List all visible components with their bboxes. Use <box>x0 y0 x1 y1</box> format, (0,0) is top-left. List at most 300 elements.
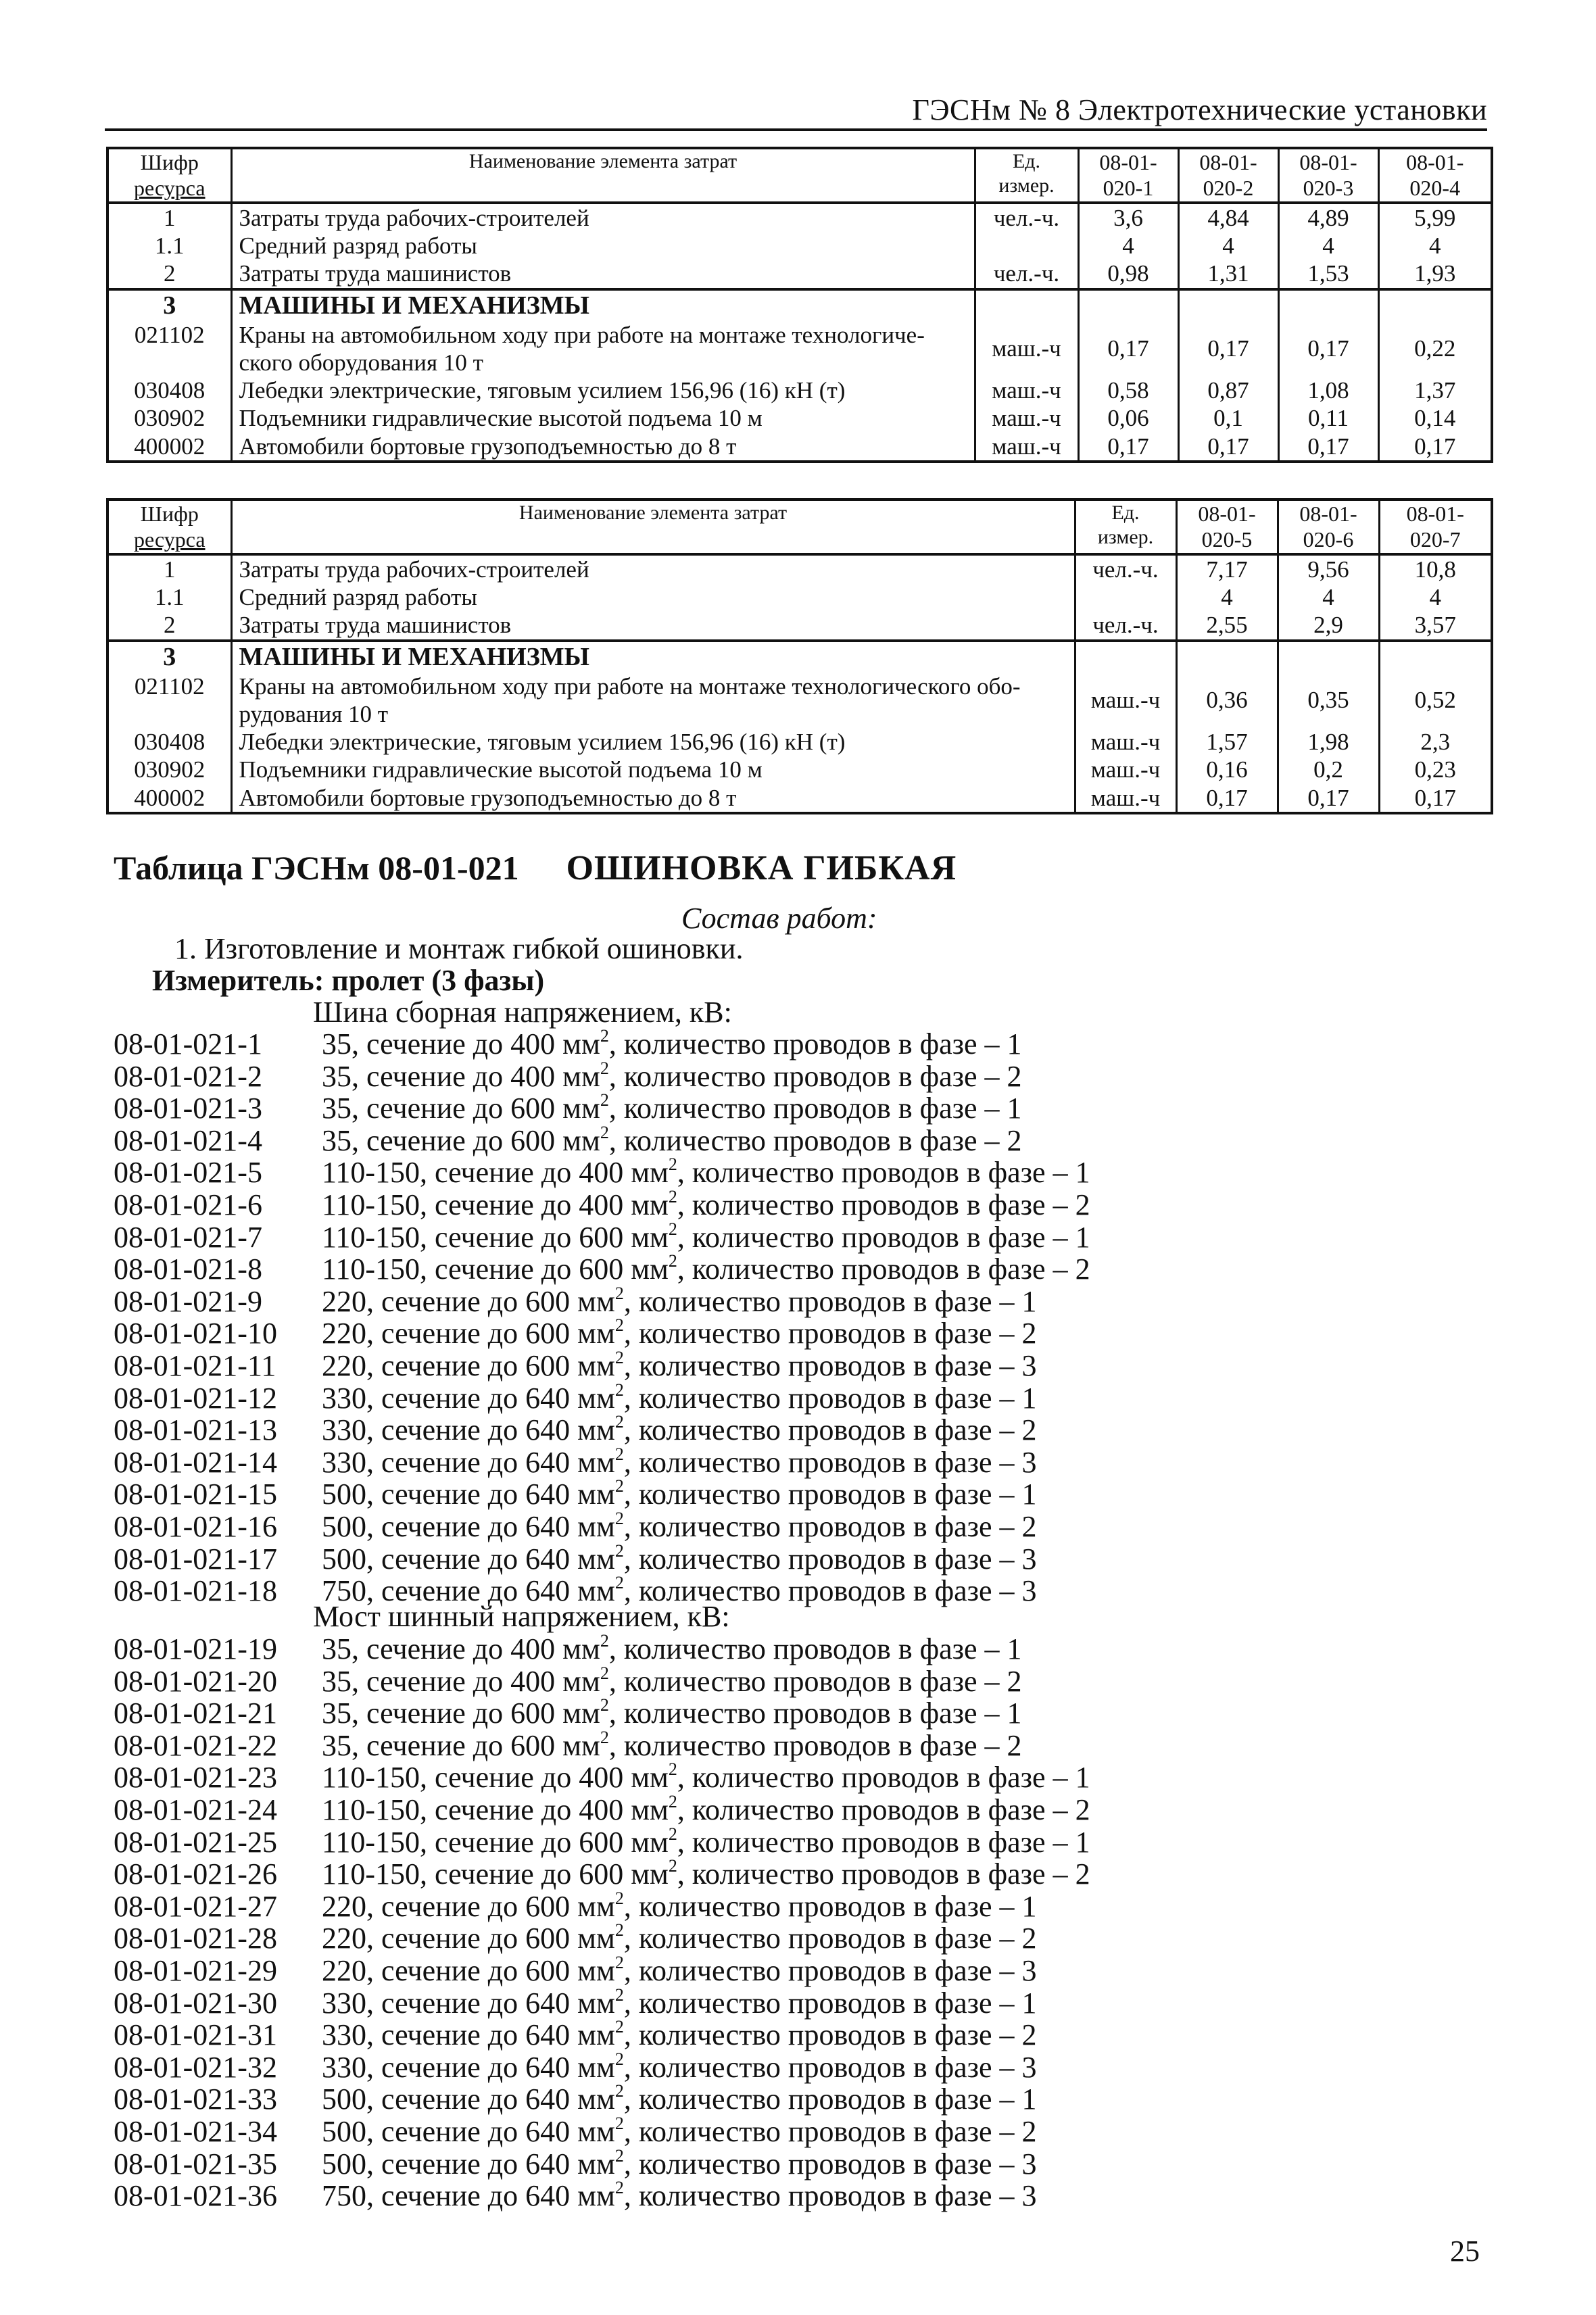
entry-desc-post: , количество проводов в фазе – 1 <box>608 1632 1022 1665</box>
entry-unit-sup: 2 <box>614 1476 624 1496</box>
resource-code-cell: 030408 <box>107 728 231 756</box>
entry-description <box>322 1953 1037 1988</box>
entry-unit: мм <box>577 1954 615 1987</box>
entry-code: 08-01-021-15 <box>114 1478 277 1511</box>
work-item: 1. Изготовление и монтаж гибкой ошиновки. <box>174 932 744 965</box>
entry-unit: мм <box>631 1826 669 1859</box>
entry-unit-sup: 2 <box>614 1509 624 1528</box>
measure-unit: Измеритель: пролет (3 фазы) <box>152 964 545 997</box>
entry-desc-pre: 35, сечение до 400 <box>322 1665 563 1698</box>
entry-unit: мм <box>577 1382 615 1415</box>
resource-name-line: Лебедки электрические, тяговым усилием 156,96 (16) кН (т) <box>239 377 846 404</box>
entry-unit-sup: 2 <box>614 2049 624 2069</box>
rate-value-cell: 0,2 <box>1278 756 1379 783</box>
rate-value-cell: 0,17 <box>1278 321 1378 377</box>
unit-cell: чел.-ч. <box>975 260 1078 289</box>
table-row <box>107 641 1492 673</box>
table-row <box>107 554 1492 583</box>
resource-name-line: Затраты труда рабочих-строителей <box>239 204 589 231</box>
entry-unit-sup: 2 <box>614 1380 624 1400</box>
entry-desc-post: , количество проводов в фазе – 2 <box>623 2115 1037 2148</box>
entry-unit: мм <box>577 1317 615 1350</box>
rate-value-cell: 0,17 <box>1278 784 1379 813</box>
entry-unit-sup: 2 <box>614 1315 624 1335</box>
entry-desc-pre: 500, сечение до 640 <box>322 1510 578 1543</box>
table-header-row <box>107 499 1492 554</box>
entry-desc-post: , количество проводов в фазе – 3 <box>623 1574 1037 1607</box>
unit-cell: чел.-ч. <box>1075 554 1176 583</box>
section-title-name: ОШИНОВКА ГИБКАЯ <box>566 849 957 887</box>
entry-code: 08-01-021-32 <box>114 2051 277 2084</box>
rate-value-cell: 0,17 <box>1378 433 1492 462</box>
entry-desc-post: , количество проводов в фазе – 1 <box>677 1826 1090 1859</box>
entry-desc-pre: 35, сечение до 600 <box>322 1124 563 1157</box>
resource-code-cell: 1.1 <box>107 583 231 611</box>
rate-value-cell: 0,22 <box>1378 321 1492 377</box>
entry-unit-sup: 2 <box>614 1888 624 1908</box>
entry-unit-sup: 2 <box>614 2178 624 2197</box>
entry-code: 08-01-021-13 <box>114 1413 277 1446</box>
entry-desc-post: , количество проводов в фазе – 3 <box>623 1446 1037 1479</box>
header-rate-line-1: 08-01- <box>1199 150 1257 174</box>
rate-value-cell: 10,8 <box>1379 554 1492 583</box>
entry-unit-sup: 2 <box>614 2081 624 2101</box>
resource-name-line: Средний разряд работы <box>239 233 477 260</box>
entry-code: 08-01-021-3 <box>114 1092 262 1125</box>
entry-unit: мм <box>631 1156 669 1189</box>
entry-desc-pre: 110-150, сечение до 600 <box>322 1221 631 1254</box>
entry-description <box>322 1284 1037 1319</box>
entry-code: 08-01-021-22 <box>114 1729 277 1762</box>
header-rate-line-2: 020-7 <box>1409 527 1461 552</box>
entry-description <box>322 1857 1090 1891</box>
entry-description <box>322 1921 1037 1955</box>
rate-value-cell: 0,14 <box>1378 404 1492 432</box>
entry-unit-sup: 2 <box>600 1090 609 1110</box>
header-rate-line-2: 020-5 <box>1201 527 1253 552</box>
header-rate-cell <box>1178 148 1278 203</box>
entry-unit-sup: 2 <box>614 1573 624 1592</box>
entry-description <box>322 1986 1037 2020</box>
entry-description <box>322 1252 1090 1286</box>
header-code-line-1: Шифр <box>140 150 199 174</box>
rate-value-cell <box>1178 289 1278 321</box>
rate-value-cell <box>1078 289 1178 321</box>
table-row <box>107 203 1492 232</box>
entry-unit-sup: 2 <box>600 1728 609 1747</box>
entry-unit: мм <box>577 1446 615 1479</box>
resource-code-cell: 030408 <box>107 376 231 404</box>
table-row <box>107 321 1492 377</box>
header-rate-line-2: 020-2 <box>1203 176 1254 201</box>
entry-unit: мм <box>577 2147 615 2180</box>
entry-desc-pre: 330, сечение до 640 <box>322 2051 578 2084</box>
entry-desc-post: , количество проводов в фазе – 1 <box>623 1285 1037 1318</box>
resource-code-cell: 2 <box>107 260 231 289</box>
unit-cell: чел.-ч. <box>975 203 1078 232</box>
resource-code-cell: 030902 <box>107 404 231 432</box>
resource-name-line: МАШИНЫ И МЕХАНИЗМЫ <box>239 291 589 320</box>
resource-name-line: МАШИНЫ И МЕХАНИЗМЫ <box>239 642 589 671</box>
entry-unit: мм <box>577 2018 615 2051</box>
rate-value-cell: 4 <box>1176 583 1278 611</box>
rate-value-cell: 1,93 <box>1378 260 1492 289</box>
rate-value-cell: 0,98 <box>1078 260 1178 289</box>
header-rate-cell <box>1278 148 1378 203</box>
entry-code: 08-01-021-9 <box>114 1285 262 1318</box>
entry-desc-pre: 35, сечение до 600 <box>322 1697 563 1730</box>
rate-value-cell: 1,57 <box>1176 728 1278 756</box>
unit-cell: маш.-ч <box>1075 784 1176 813</box>
entry-unit-sup: 2 <box>600 1631 609 1651</box>
unit-cell: маш.-ч <box>975 376 1078 404</box>
entry-desc-post: , количество проводов в фазе – 3 <box>623 1349 1037 1382</box>
entry-description <box>322 2147 1037 2181</box>
entry-unit: мм <box>577 2179 615 2212</box>
entry-code: 08-01-021-30 <box>114 1987 277 2020</box>
table-row <box>107 583 1492 611</box>
entry-desc-post: , количество проводов в фазе – 1 <box>623 2082 1037 2116</box>
header-code-line-1: Шифр <box>140 502 199 526</box>
rate-value-cell: 3,6 <box>1078 203 1178 232</box>
table-row <box>107 404 1492 432</box>
entry-desc-post: , количество проводов в фазе – 1 <box>677 1221 1090 1254</box>
entry-description <box>322 1220 1090 1254</box>
entry-description <box>322 1316 1037 1350</box>
rate-value-cell: 4 <box>1078 232 1178 260</box>
rate-value-cell: 0,17 <box>1178 321 1278 377</box>
entry-desc-pre: 35, сечение до 600 <box>322 1092 563 1125</box>
entry-description <box>322 1760 1090 1795</box>
entry-unit-sup: 2 <box>614 1412 624 1432</box>
section-title <box>114 848 957 888</box>
entry-unit-sup: 2 <box>600 1058 609 1078</box>
entry-desc-pre: 500, сечение до 640 <box>322 1478 578 1511</box>
entry-desc-pre: 220, сечение до 600 <box>322 1922 578 1955</box>
unit-cell: маш.-ч <box>975 433 1078 462</box>
header-name-cell: Наименование элемента затрат <box>231 148 975 203</box>
rate-value-cell: 4 <box>1278 583 1379 611</box>
entry-unit-sup: 2 <box>668 1856 677 1876</box>
header-rate-line-1: 08-01- <box>1299 502 1357 526</box>
entry-description <box>322 1445 1037 1480</box>
entry-unit-sup: 2 <box>614 1953 624 1972</box>
entry-desc-pre: 35, сечение до 600 <box>322 1729 563 1762</box>
rate-value-cell: 1,31 <box>1178 260 1278 289</box>
entry-code: 08-01-021-12 <box>114 1382 277 1415</box>
resource-name-line: Автомобили бортовые грузоподъемностью до 8 т <box>239 784 737 811</box>
unit-cell: маш.-ч <box>1075 756 1176 783</box>
entry-code: 08-01-021-21 <box>114 1697 277 1730</box>
resource-name-line: рудования 10 т <box>239 700 389 727</box>
rate-value-cell: 4 <box>1178 232 1278 260</box>
resource-code-cell: 400002 <box>107 784 231 813</box>
entry-desc-pre: 750, сечение до 640 <box>322 2179 578 2212</box>
entry-code: 08-01-021-11 <box>114 1349 276 1382</box>
entry-desc-pre: 330, сечение до 640 <box>322 1987 578 2020</box>
entry-code: 08-01-021-27 <box>114 1890 277 1923</box>
entry-unit-sup: 2 <box>614 1348 624 1367</box>
entry-code: 08-01-021-36 <box>114 2179 277 2212</box>
entry-code: 08-01-021-20 <box>114 1665 277 1698</box>
entry-code: 08-01-021-14 <box>114 1446 277 1479</box>
entry-unit: мм <box>577 2051 615 2084</box>
resource-code-cell: 1 <box>107 203 231 232</box>
entry-desc-post: , количество проводов в фазе – 2 <box>677 1793 1090 1826</box>
entry-code: 08-01-021-28 <box>114 1922 277 1955</box>
entry-code: 08-01-021-6 <box>114 1188 262 1221</box>
resource-code-cell: 1.1 <box>107 232 231 260</box>
rate-value-cell <box>1379 641 1492 673</box>
unit-cell <box>1075 641 1176 673</box>
rate-value-cell: 4,89 <box>1278 203 1378 232</box>
resource-name-cell <box>231 203 975 232</box>
resource-code-cell: 2 <box>107 611 231 640</box>
entry-unit-sup: 2 <box>600 1123 609 1142</box>
rate-value-cell <box>1176 641 1278 673</box>
entry-description <box>322 1793 1090 1827</box>
resource-name-line: Затраты труда рабочих-строителей <box>239 556 589 583</box>
section-title-prefix: Таблица ГЭСНм 08-01-021 <box>114 849 519 887</box>
unit-cell: чел.-ч. <box>1075 611 1176 640</box>
resource-name-line: Лебедки электрические, тяговым усилием 156,96 (16) кН (т) <box>239 729 846 756</box>
entry-description <box>322 1509 1037 1544</box>
resource-name-cell <box>231 376 975 404</box>
resource-name-line: Краны на автомобильном ходу при работе на монтаже технологического обо- <box>239 673 1021 700</box>
entry-desc-post: , количество проводов в фазе – 1 <box>677 1761 1090 1794</box>
entry-description <box>322 1889 1037 1924</box>
entry-unit: мм <box>562 1632 600 1665</box>
resource-name-line: Затраты труда машинистов <box>239 612 512 639</box>
resource-code-cell: 021102 <box>107 673 231 729</box>
entry-code: 08-01-021-34 <box>114 2115 277 2148</box>
rate-value-cell: 4 <box>1379 583 1492 611</box>
work-composition-label: Состав работ: <box>681 902 877 935</box>
header-unit-cell: Ед. измер. <box>975 148 1078 203</box>
entry-description <box>322 2018 1037 2052</box>
entry-code: 08-01-021-33 <box>114 2082 277 2116</box>
entry-desc-pre: 500, сечение до 640 <box>322 1542 578 1576</box>
entry-description <box>322 1825 1090 1859</box>
entry-code: 08-01-021-7 <box>114 1221 262 1254</box>
entry-desc-pre: 220, сечение до 600 <box>322 1954 578 1987</box>
header-code-cell <box>107 499 231 554</box>
rate-value-cell: 0,23 <box>1379 756 1492 783</box>
header-code-cell <box>107 148 231 203</box>
entry-unit: мм <box>631 1252 669 1286</box>
resource-name-cell <box>231 554 1075 583</box>
entry-unit: мм <box>577 1510 615 1543</box>
resource-name-cell <box>231 232 975 260</box>
entry-code: 08-01-021-26 <box>114 1857 277 1891</box>
header-rate-cell <box>1379 499 1492 554</box>
entry-description <box>322 1542 1037 1576</box>
entry-desc-pre: 500, сечение до 640 <box>322 2147 578 2180</box>
resource-name-line: ского оборудования 10 т <box>239 349 483 376</box>
rate-value-cell <box>1278 289 1378 321</box>
entry-description <box>322 1091 1022 1125</box>
entry-unit: мм <box>562 1124 600 1157</box>
entry-unit: мм <box>562 1060 600 1093</box>
entry-desc-post: , количество проводов в фазе – 3 <box>623 1954 1037 1987</box>
table-row <box>107 232 1492 260</box>
entry-unit: мм <box>577 1922 615 1955</box>
header-code-line-2: ресурса <box>133 527 205 552</box>
entry-unit: мм <box>631 1761 669 1794</box>
entry-desc-post: , количество проводов в фазе – 3 <box>623 2179 1037 2212</box>
rate-value-cell: 9,56 <box>1278 554 1379 583</box>
rate-value-cell: 2,9 <box>1278 611 1379 640</box>
header-rate-line-1: 08-01- <box>1406 150 1464 174</box>
entry-desc-post: , количество проводов в фазе – 2 <box>608 1060 1022 1093</box>
table-2-body <box>107 499 1492 813</box>
entry-unit-sup: 2 <box>614 1284 624 1303</box>
entry-unit-sup: 2 <box>668 1824 677 1844</box>
entry-desc-pre: 35, сечение до 400 <box>322 1632 563 1665</box>
resource-table-1 <box>106 147 1493 463</box>
header-code-line-2: ресурса <box>133 176 205 201</box>
rate-value-cell: 0,17 <box>1176 784 1278 813</box>
rate-value-cell: 0,52 <box>1379 673 1492 729</box>
header-rate-line-2: 020-1 <box>1103 176 1154 201</box>
entry-desc-post: , количество проводов в фазе – 1 <box>623 1478 1037 1511</box>
entry-unit-sup: 2 <box>600 1695 609 1715</box>
resource-name-cell <box>231 433 975 462</box>
entry-desc-pre: 330, сечение до 640 <box>322 1382 578 1415</box>
resource-table-2 <box>106 498 1493 814</box>
header-rate-line-1: 08-01- <box>1099 150 1157 174</box>
header-rate-cell <box>1176 499 1278 554</box>
resource-name-cell <box>231 583 1075 611</box>
entry-desc-post: , количество проводов в фазе – 2 <box>623 1413 1037 1446</box>
entry-desc-pre: 330, сечение до 640 <box>322 1446 578 1479</box>
entry-desc-pre: 110-150, сечение до 600 <box>322 1252 631 1286</box>
entry-unit: мм <box>577 1285 615 1318</box>
resource-code-cell: 400002 <box>107 433 231 462</box>
entry-unit-sup: 2 <box>668 1219 677 1239</box>
table-row <box>107 756 1492 783</box>
entry-desc-pre: 330, сечение до 640 <box>322 1413 578 1446</box>
entry-unit: мм <box>577 2115 615 2148</box>
resource-name-line: Краны на автомобильном ходу при работе на монтаже технологиче- <box>239 321 925 348</box>
entry-description <box>322 1381 1037 1415</box>
rate-value-cell: 4,84 <box>1178 203 1278 232</box>
entry-code: 08-01-021-4 <box>114 1124 262 1157</box>
running-header-text: ГЭСНм № 8 Электротехнические установки <box>912 93 1487 126</box>
entry-unit: мм <box>577 1349 615 1382</box>
rate-value-cell: 0,36 <box>1176 673 1278 729</box>
entry-unit-sup: 2 <box>614 1985 624 2005</box>
resource-name-line: Затраты труда машинистов <box>239 260 512 287</box>
entry-unit: мм <box>562 1729 600 1762</box>
entry-unit: мм <box>577 1987 615 2020</box>
unit-cell: маш.-ч <box>975 404 1078 432</box>
resource-name-cell <box>231 260 975 289</box>
resource-name-cell <box>231 756 1075 783</box>
entry-desc-pre: 220, сечение до 600 <box>322 1317 578 1350</box>
entry-code: 08-01-021-10 <box>114 1317 277 1350</box>
table-row <box>107 433 1492 462</box>
rate-value-cell: 0,06 <box>1078 404 1178 432</box>
table-1-body <box>107 148 1492 462</box>
entry-description <box>322 1477 1037 1511</box>
entry-description <box>322 1696 1022 1730</box>
entry-unit: мм <box>562 1092 600 1125</box>
resource-code-cell: 021102 <box>107 321 231 377</box>
entry-description <box>322 1155 1090 1190</box>
entry-unit: мм <box>577 2082 615 2116</box>
entry-desc-pre: 330, сечение до 640 <box>322 2018 578 2051</box>
resource-name-line: Средний разряд работы <box>239 584 477 611</box>
entry-unit: мм <box>631 1857 669 1891</box>
entry-unit: мм <box>577 1413 615 1446</box>
entry-unit: мм <box>631 1221 669 1254</box>
header-rate-line-2: 020-4 <box>1409 176 1461 201</box>
entry-unit: мм <box>562 1027 600 1061</box>
group-1-title: Шина сборная напряжением, кВ: <box>313 996 732 1029</box>
entry-desc-pre: 750, сечение до 640 <box>322 1574 578 1607</box>
table-row <box>107 376 1492 404</box>
entry-desc-post: , количество проводов в фазе – 1 <box>608 1027 1022 1061</box>
entry-code: 08-01-021-35 <box>114 2147 277 2180</box>
rate-value-cell: 1,37 <box>1378 376 1492 404</box>
entry-unit: мм <box>562 1665 600 1698</box>
entry-unit-sup: 2 <box>668 1187 677 1207</box>
entry-desc-post: , количество проводов в фазе – 3 <box>623 2147 1037 2180</box>
entry-description <box>322 2178 1037 2213</box>
rate-value-cell: 4 <box>1278 232 1378 260</box>
unit-cell <box>975 232 1078 260</box>
entry-unit-sup: 2 <box>668 1792 677 1811</box>
entry-desc-post: , количество проводов в фазе – 2 <box>608 1665 1022 1698</box>
entry-desc-post: , количество проводов в фазе – 2 <box>608 1729 1022 1762</box>
entry-description <box>322 1664 1022 1699</box>
entry-desc-post: , количество проводов в фазе – 2 <box>623 2018 1037 2051</box>
entry-description <box>322 2050 1037 2085</box>
resource-name-line: Подъемники гидравлические высотой подъема 10 м <box>239 756 763 783</box>
entry-desc-pre: 500, сечение до 640 <box>322 2082 578 2116</box>
resource-name-cell <box>231 784 1075 813</box>
entry-unit-sup: 2 <box>668 1759 677 1779</box>
rate-value-cell: 0,17 <box>1178 433 1278 462</box>
rate-value-cell <box>1378 289 1492 321</box>
table-row <box>107 289 1492 321</box>
entry-description <box>322 1027 1022 1061</box>
entry-desc-post: , количество проводов в фазе – 1 <box>623 1382 1037 1415</box>
entry-desc-pre: 110-150, сечение до 400 <box>322 1156 631 1189</box>
entry-desc-post: , количество проводов в фазе – 1 <box>623 1987 1037 2020</box>
rate-value-cell: 0,16 <box>1176 756 1278 783</box>
entry-desc-pre: 220, сечение до 600 <box>322 1349 578 1382</box>
running-header <box>105 95 1487 131</box>
rate-value-cell: 0,58 <box>1078 376 1178 404</box>
entry-code: 08-01-021-24 <box>114 1793 277 1826</box>
table-row <box>107 611 1492 640</box>
entry-desc-post: , количество проводов в фазе – 1 <box>677 1156 1090 1189</box>
unit-cell: маш.-ч <box>1075 673 1176 729</box>
entry-desc-post: , количество проводов в фазе – 3 <box>623 1542 1037 1576</box>
entry-description <box>322 1348 1037 1383</box>
header-rate-cell <box>1378 148 1492 203</box>
entry-unit-sup: 2 <box>600 1026 609 1046</box>
header-rate-cell <box>1278 499 1379 554</box>
rate-value-cell: 0,11 <box>1278 404 1378 432</box>
resource-name-cell <box>231 641 1075 673</box>
entry-unit-sup: 2 <box>614 2114 624 2133</box>
entry-code: 08-01-021-2 <box>114 1060 262 1093</box>
unit-cell <box>1075 583 1176 611</box>
rate-value-cell: 0,17 <box>1379 784 1492 813</box>
